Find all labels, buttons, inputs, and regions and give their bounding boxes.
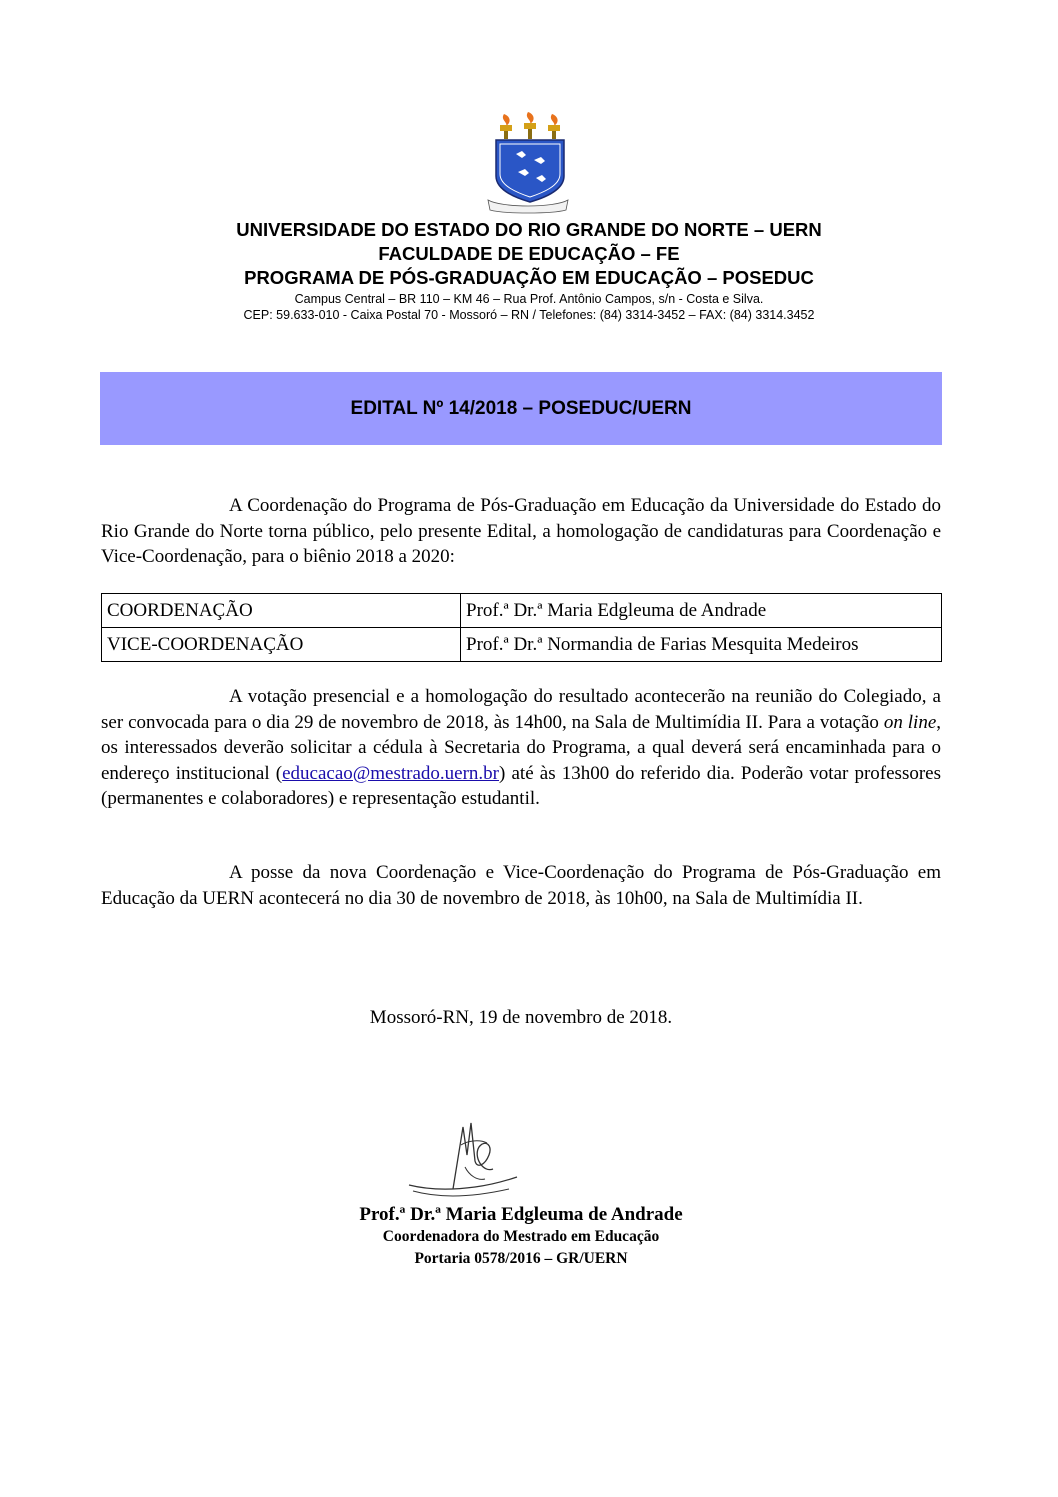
edital-title-banner: [100, 372, 942, 445]
institution-name: UNIVERSIDADE DO ESTADO DO RIO GRANDE DO NORTE – UERN: [236, 219, 822, 240]
signatory-ordinance: Portaria 0578/2016 – GR/UERN: [414, 1250, 628, 1267]
role-cell: COORDENAÇÃO: [102, 594, 461, 628]
online-emphasis: on line: [883, 711, 937, 733]
candidate-name-cell: Prof.ª Dr.ª Normandia de Farias Mesquita Medeiros: [461, 628, 942, 662]
role-cell: VICE-COORDENAÇÃO: [102, 628, 461, 662]
voting-text-2: , os interessados deverão solicitar a cédula à Secretaria do Programa, a qual deverá será encaminhada para o endereço institucional (: [101, 711, 941, 784]
date-line: Mossoró-RN, 19 de novembro de 2018.: [369, 1007, 673, 1028]
signatory-name: Prof.ª Dr.ª Maria Edgleuma de Andrade: [359, 1204, 683, 1225]
table-row: [102, 594, 942, 628]
handwritten-signature: [405, 1115, 525, 1205]
shield-icon: [496, 140, 564, 202]
signatory-role: Coordenadora do Mestrado em Educação: [382, 1228, 660, 1245]
intro-paragraph: [101, 493, 941, 570]
edital-title: EDITAL Nº 14/2018 – POSEDUC/UERN: [350, 397, 692, 419]
address-line-1: Campus Central – BR 110 – KM 46 – Rua Prof. Antônio Campos, s/n - Costa e Silva.: [294, 292, 764, 306]
address-line-2: CEP: 59.633-010 - Caixa Postal 70 - Mossoró – RN / Telefones: (84) 3314-3452 – FAX: (84) 3314.3452: [243, 308, 815, 322]
voting-text-1: A votação presencial e a homologação do resultado acontecerão na reunião do Colegiado, a ser convocada para o dia 29 de novembro de 2018, às 14h00, na Sala de Multimídia II. Para a votação: [101, 686, 941, 733]
voting-paragraph: [101, 684, 941, 812]
intro-text: A Coordenação do Programa de Pós-Graduação em Educação da Universidade do Estado do Rio Grande do Norte torna público, pelo presente Edital, a homologação de candidaturas para Coordenação e Vice-Coordenação, para o biênio 2018 a 2020:: [101, 495, 941, 567]
candidates-table: [101, 593, 942, 662]
email-link[interactable]: educacao@mestrado.uern.br: [282, 762, 500, 784]
posse-paragraph: [101, 860, 941, 911]
voting-text-3: ) até às 13h00 do referido dia. Poderão votar professores (permanentes e colaboradores) e representação estudantil.: [101, 762, 941, 809]
faculty-name: FACULDADE DE EDUCAÇÃO – FE: [378, 243, 680, 264]
program-name: PROGRAMA DE PÓS-GRADUAÇÃO EM EDUCAÇÃO – POSEDUC: [244, 267, 814, 288]
posse-text: A posse da nova Coordenação e Vice-Coordenação do Programa de Pós-Graduação em Educação da UERN acontecerá no dia 30 de novembro de 2018, às 10h00, na Sala de Multimídia II.: [101, 862, 941, 909]
torch-icon: [500, 112, 560, 139]
table-row: [102, 628, 942, 662]
uern-logo: [482, 110, 574, 214]
candidate-name-cell: Prof.ª Dr.ª Maria Edgleuma de Andrade: [461, 594, 942, 628]
